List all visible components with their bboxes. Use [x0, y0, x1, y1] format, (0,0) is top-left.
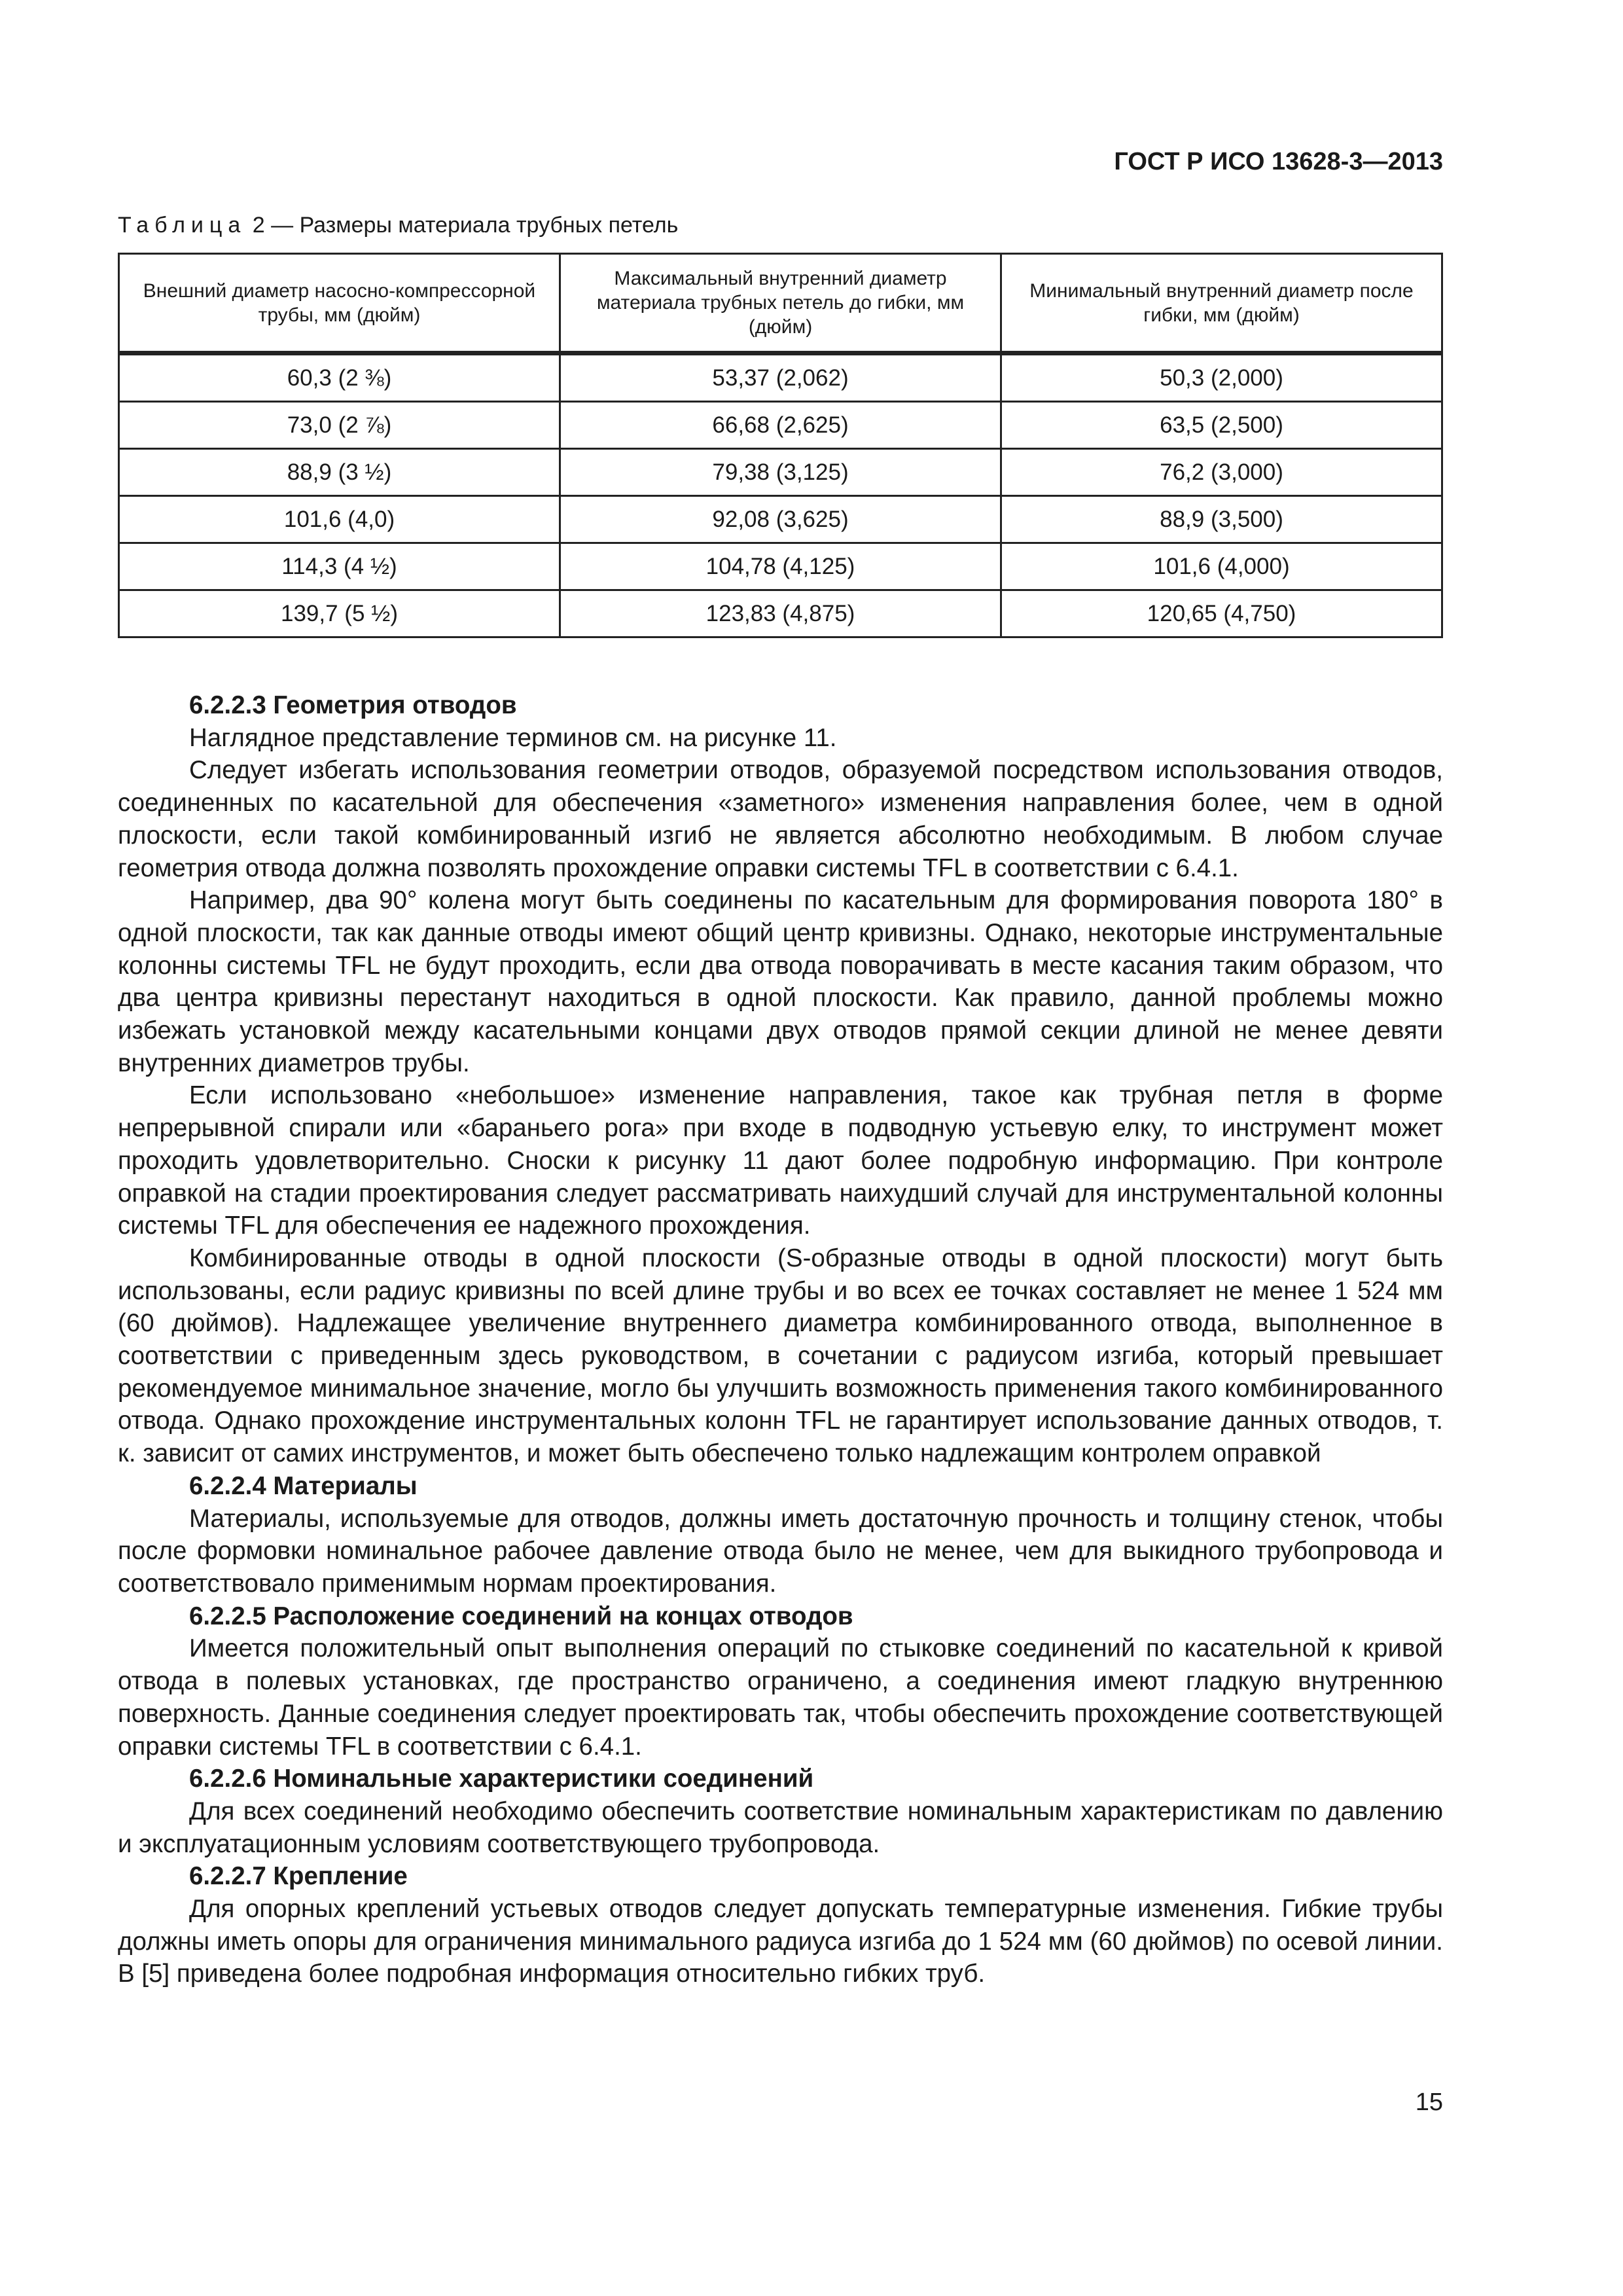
table-cell: 114,3 (4 ½) [119, 543, 560, 590]
paragraph: Например, два 90° колена могут быть соединены по касательным для формирования поворота 180° в одной плоскости, так как данные отводы имеют общий центр кривизны. Однако, некоторые инструментальные колонны системы TFL не будут проходить, если два отвода поворачивать в месте касания таким образом, что два центра кривизны перестанут находиться в одной плоскости. Как правило, данной проблемы можно избежать установкой между касательными концами двух отводов прямой секции длиной не менее девяти внутренних диаметров трубы. [118, 886, 1443, 1077]
paragraph: Комбинированные отводы в одной плоскости (S-образные отводы в одной плоскости) могут быть использованы, если радиус кривизны по всей длине трубы и во всех ее точках составляет не менее 1 524 мм (60 дюймов). Надлежащее увеличение внутреннего диаметра комбинированного отвода, выполненное в соответствии с приведенным здесь руководством, в сочетании с радиусом изгиба, который превышает рекомендуемое минимальное значение, могло бы улучшить возможность применения такого комбинированного отвода. Однако прохождение инструментальных колонн TFL не гарантирует использование данных отводов, т. к. зависит от самих инструментов, и может быть обеспечено только надлежащим контролем оправкой [118, 1244, 1443, 1468]
page-number: 15 [1415, 2089, 1443, 2116]
table-row [119, 353, 1442, 402]
table-cell: 53,37 (2,062) [560, 353, 1001, 402]
table-cell: 139,7 (5 ½) [119, 590, 560, 637]
section-heading-bend-geometry: 6.2.2.3 Геометрия отводов [189, 691, 517, 719]
table-cell: 66,68 (2,625) [560, 402, 1001, 449]
column-header-min-inner-diameter: Минимальный внутренний диаметр после гибки, мм (дюйм) [1001, 254, 1442, 353]
table-cell: 101,6 (4,000) [1001, 543, 1442, 590]
table-cell: 79,38 (3,125) [560, 449, 1001, 496]
table-cell: 63,5 (2,500) [1001, 402, 1442, 449]
table-cell: 123,83 (4,875) [560, 590, 1001, 637]
paragraph: Следует избегать использования геометрии отводов, образуемой посредством использования отводов, соединенных по касательной для обеспечения «заметного» изменения направления более, чем в одной плоскости, если такой комбинированный изгиб не является абсолютно необходимым. В любом случае геометрия отвода должна позволять прохождение оправки системы TFL в соответствии с 6.4.1. [118, 756, 1443, 882]
paragraph: Для всех соединений необходимо обеспечить соответствие номинальным характеристикам по давлению и эксплуатационным условиям соответствующего трубопровода. [118, 1797, 1443, 1858]
column-header-max-inner-diameter: Максимальный внутренний диаметр материала трубных петель до гибки, мм (дюйм) [560, 254, 1001, 353]
table-row [119, 449, 1442, 496]
paragraph: Материалы, используемые для отводов, должны иметь достаточную прочность и толщину стенок, чтобы после формовки номинальное рабочее давление отвода было не менее, чем для выкидного трубопровода и соответствовало применимым нормам проектирования. [118, 1504, 1443, 1598]
section-heading-materials: 6.2.2.4 Материалы [189, 1471, 418, 1500]
pipe-loop-sizes-table [118, 253, 1443, 638]
table-cell: 104,78 (4,125) [560, 543, 1001, 590]
table-cell: 73,0 (2 ⅞) [119, 402, 560, 449]
section-heading-joint-location: 6.2.2.5 Расположение соединений на концах отводов [189, 1602, 853, 1630]
table-row [119, 543, 1442, 590]
table-cell: 50,3 (2,000) [1001, 353, 1442, 402]
table-cell: 92,08 (3,625) [560, 496, 1001, 543]
table-header-row [119, 254, 1442, 353]
section-heading-support: 6.2.2.7 Крепление [189, 1862, 408, 1891]
table-cell: 88,9 (3,500) [1001, 496, 1442, 543]
table-cell: 88,9 (3 ½) [119, 449, 560, 496]
paragraph: Для опорных креплений устьевых отводов следует допускать температурные изменения. Гибкие трубы должны иметь опоры для ограничения минимального радиуса изгиба до 1 524 мм (60 дюймов) по осевой линии. В [5] приведена более подробная информация относительно гибких труб. [118, 1895, 1443, 1988]
paragraph: Если использовано «небольшое» изменение направления, такое как трубная петля в форме непрерывной спирали или «бараньего рога» при входе в подводную устьевую елку, то инструмент может проходить удовлетворительно. Сноски к рисунку 11 дают более подробную информацию. При контроле оправкой на стадии проектирования следует рассматривать наихудший случай для инструментальной колонны системы TFL для обеспечения ее надежного прохождения. [118, 1081, 1443, 1240]
table-caption-word: Таблица [118, 213, 247, 238]
paragraph: Имеется положительный опыт выполнения операций по стыковке соединений по касательной к кривой отвода в полевых установках, где пространство ограничено, а соединения имеют гладкую внутреннюю поверхность. Данные соединения следует проектировать так, чтобы обеспечить прохождение соответствующей оправки системы TFL в соответствии с 6.4.1. [118, 1634, 1443, 1761]
paragraph: Наглядное представление терминов см. на рисунке 11. [189, 723, 837, 752]
table-caption-number: 2 [252, 213, 265, 238]
table-cell: 60,3 (2 ⅜) [119, 353, 560, 402]
table-row [119, 496, 1442, 543]
table-row [119, 402, 1442, 449]
table-cell: 120,65 (4,750) [1001, 590, 1442, 637]
section-heading-joint-ratings: 6.2.2.6 Номинальные характеристики соединений [189, 1765, 814, 1793]
table-cell: 76,2 (3,000) [1001, 449, 1442, 496]
table-caption [118, 213, 678, 238]
table-cell: 101,6 (4,0) [119, 496, 560, 543]
column-header-outer-diameter: Внешний диаметр насосно-компрессорной трубы, мм (дюйм) [119, 254, 560, 353]
table-caption-title: — Размеры материала трубных петель [264, 213, 679, 238]
document-body [118, 689, 1443, 1990]
document-code: ГОСТ Р ИСО 13628-3—2013 [1114, 148, 1443, 175]
table-row [119, 590, 1442, 637]
